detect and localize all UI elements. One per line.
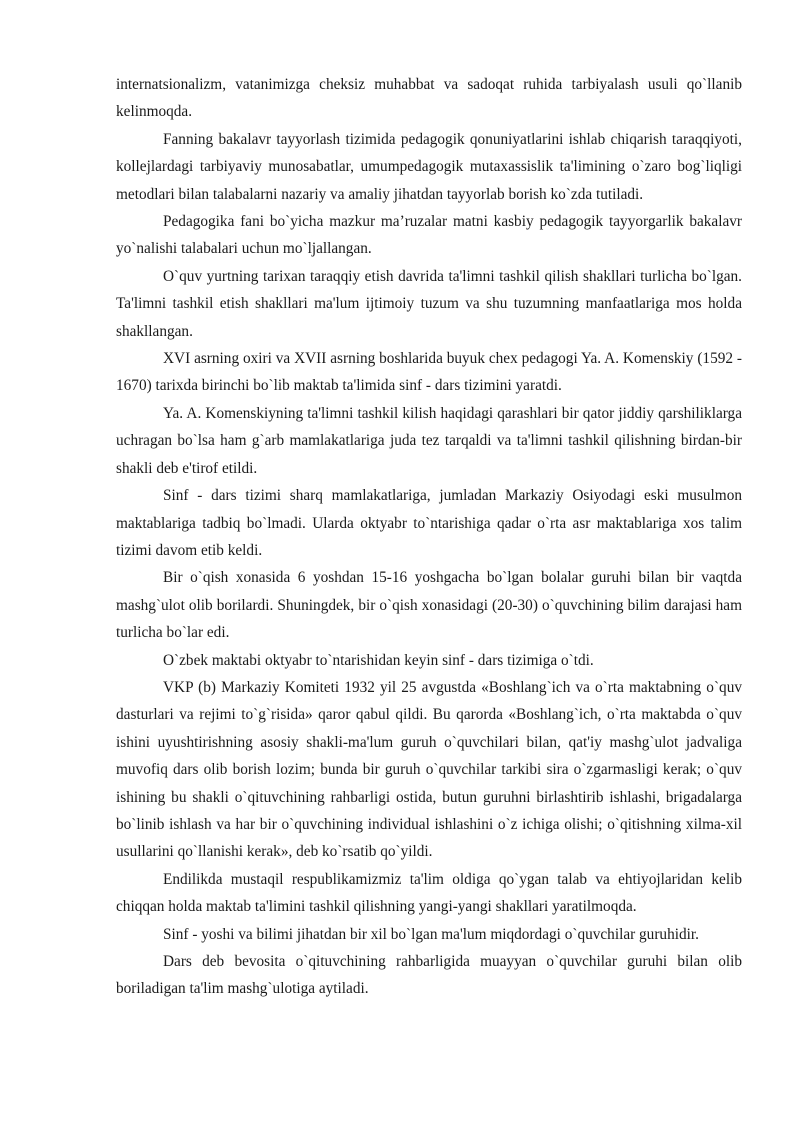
paragraph-vkp-decree: VKP (b) Markaziy Komiteti 1932 yil 25 avgustda «Boshlang`ich va o`rta maktabning o`quv dasturlari va rejimi to`g`risida» qaror qabul qildi. Bu qarorda «Boshlang`ich, o`rta maktabda o`quv ishini uyushtirishning asosiy shakli-ma'lum guruh o`quvchilari bilan, qat'iy mashg`ulot jadvaliga muvofiq dars olib borish lozim; bunda bir guruh o`quvchilar tarkibi sira o`zgarmasligi kerak; o`quv ishining bu shakli o`qituvchining rahbarligi ostida, butun guruhni birlashtirib ishlashi, brigadalarga bo`linib ishlash va har bir o`quvchining individual ishlashini o`z ichiga olishi; o`qitishning xilma-xil usullarini qo`llanishi kerak», deb ko`rsatib qo`yildi. [116,678,742,861]
paragraph-new-forms: Endilikda mustaqil respublikamizmiz ta'lim oldiga qo`ygan talab va ehtiyojlaridan kelib chiqqan holda maktab ta'limini tashkil qilishning yangi-yangi shakllari yaratilmoqda. [116,870,742,916]
paragraph-uzbek-school: O`zbek maktabi oktyabr to`ntarishidan keyin sinf - dars tizimiga o`tdi. [163,651,594,669]
paragraph-komenskiy-system: XVI asrning oxiri va XVII asrning boshlarida buyuk chex pedagogi Ya. A. Komenskiy (1592 - 1670) tarixda birinchi bo`lib maktab ta'limida sinf - dars tizimini yaratdi. [116,350,742,395]
document-page [116,71,742,1003]
paragraph-komenskiy-views: Ya. A. Komenskiyning ta'limni tashkil kilish haqidagi qarashlari bir qator jiddiy qarshiliklarga uchragan bo`lsa ham g`arb mamlakatlariga juda tez tarqaldi va ta'limni tashkil qilishning birdan-bir shakli deb e'tirof etildi. [116,404,742,477]
paragraph-continuation: internatsionalizm, vatanimizga cheksiz muhabbat va sadoqat ruhida tarbiyalash usuli qo`llanib kelinmoqda. [116,76,742,121]
paragraph-mixed-ages: Bir o`qish xonasida 6 yoshdan 15-16 yoshgacha bo`lgan bolalar guruhi bilan bir vaqtda mashg`ulot olib borilardi. Shuningdek, bir o`qish xonasidagi (20-30) o`quvchining bilim darajasi ham turlicha bo`lar edi. [116,569,742,642]
paragraph-class-definition: Sinf - yoshi va bilimi jihatdan bir xil bo`lgan ma'lum miqdordagi o`quvchilar guruhidir. [163,925,699,943]
paragraph-historical-forms: O`quv yurtning tarixan taraqqiy etish davrida ta'limni tashkil qilish shakllari turlicha bo`lgan. Ta'limni tashkil etish shakllari ma'lum ijtimoiy tuzum va shu tuzumning manfaatlariga mos holda shakllangan. [116,267,742,340]
paragraph-lecture-purpose: Pedagogika fani bo`yicha mazkur ma’ruzalar matni kasbiy pedagogik tayyorgarlik bakalavr yo`nalishi talabalari uchun mo`ljallangan. [116,213,742,258]
paragraph-east-schools: Sinf - dars tizimi sharq mamlakatlariga, jumladan Markaziy Osiyodagi eski musulmon maktablariga tadbiq bo`lmadi. Ularda oktyabr to`ntarishiga qadar o`rta asr maktablariga xos talim tizimi davom etib keldi. [116,487,742,559]
paragraph-bakalavr-system: Fanning bakalavr tayyorlash tizimida pedagogik qonuniyatlarini ishlab chiqarish taraqqiyoti, kollejlardagi tarbiyaviy munosabatlar, umumpedagogik mutaxassislik ta'limining o`zaro bog`liqligi metodlari bilan talabalarni nazariy va amaliy jihatdan tayyorlab borish ko`zda tutiladi. [116,130,742,203]
paragraph-lesson-definition: Dars deb bevosita o`qituvchining rahbarligida muayyan o`quvchilar guruhi bilan olib boriladigan ta'lim mashg`ulotiga aytiladi. [116,953,742,998]
